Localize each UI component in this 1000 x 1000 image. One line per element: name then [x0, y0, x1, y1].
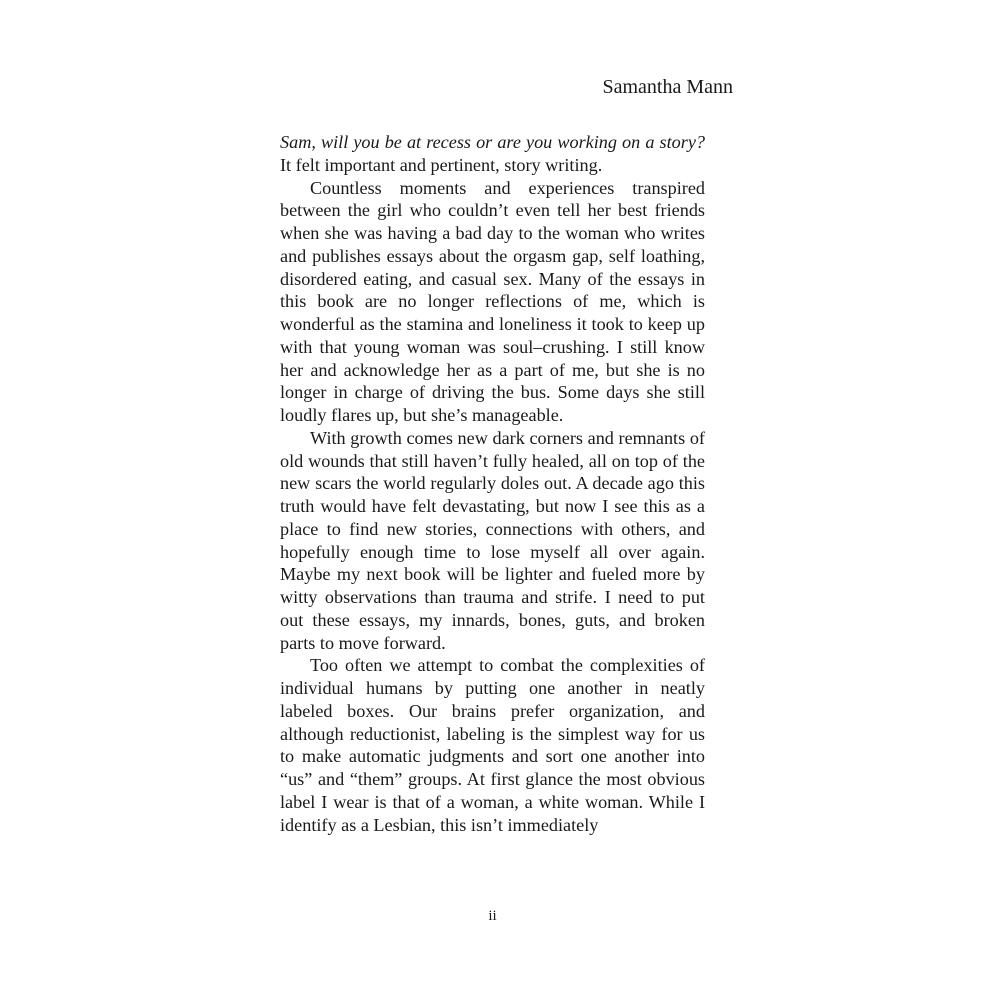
opening-paragraph-rest: It felt important and pertinent, story writing.	[280, 154, 603, 175]
running-header-author: Samantha Mann	[602, 76, 733, 98]
paragraph: Too often we attempt to combat the complexities of individual humans by putting one another in neatly labeled boxes. Our brains prefer organization, and although reductionist, labeling is the simplest way for us to make automatic judgments and sort one another into “us” and “them” groups. At first glance the most obvious label I wear is that of a woman, a white woman. While I identify as a Lesbian, this isn’t immediately	[280, 655, 705, 835]
opening-paragraph	[280, 131, 705, 177]
body-text	[280, 131, 705, 836]
page-number: ii	[488, 908, 497, 924]
paragraph: With growth comes new dark corners and remnants of old wounds that still haven’t fully healed, all on top of the new scars the world regularly doles out. A decade ago this truth would have felt devastating, but now I see this as a place to find new stories, connections with others, and hopefully enough time to lose myself all over again. Maybe my next book will be lighter and fueled more by witty observations than trauma and strife. I need to put out these essays, my innards, bones, guts, and broken parts to move forward.	[280, 427, 705, 653]
opening-italic-quote: Sam, will you be at recess or are you working on a story?	[280, 132, 705, 152]
paragraph: Countless moments and experiences transpired between the girl who couldn’t even tell her best friends when she was having a bad day to the woman who writes and publishes essays about the orgasm gap, self loathing, disordered eating, and casual sex. Many of the essays in this book are no longer reflections of me, which is wonderful as the stamina and loneliness it took to keep up with that young woman was soul–crushing. I still know her and acknowledge her as a part of me, but she is no longer in charge of driving the bus. Some days she still loudly flares up, but she’s manageable.	[280, 177, 705, 425]
